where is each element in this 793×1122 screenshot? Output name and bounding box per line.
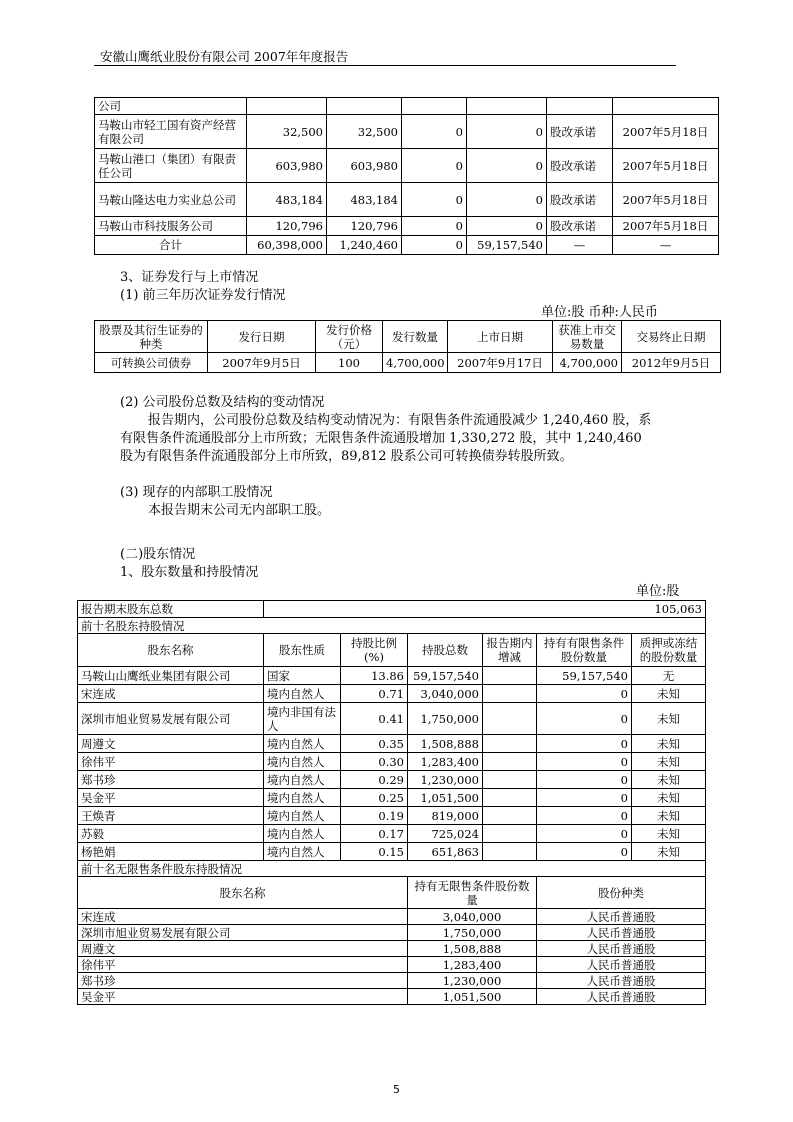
table-row: [78, 753, 706, 771]
table-cell: 王焕青: [78, 807, 264, 825]
table-cell: 徐伟平: [78, 957, 408, 973]
table-cell: 0: [537, 789, 632, 807]
table-cell: 120,796: [247, 217, 327, 236]
shareholders-table: [77, 600, 706, 1005]
table-cell: 1,750,000: [408, 925, 537, 941]
table-cell: 吴金平: [78, 989, 408, 1005]
table-cell: 1,750,000: [408, 703, 483, 735]
table-row: [95, 183, 719, 217]
table-row: [78, 771, 706, 789]
column-header: 持有有限售条件股份数量: [537, 634, 632, 667]
table-cell: 13.86: [341, 667, 408, 685]
table-cell: 0.30: [341, 753, 408, 771]
table-row: [78, 685, 706, 703]
table-header-row: [95, 321, 721, 353]
column-header: 持有无限售条件股份数量: [408, 877, 537, 909]
table-cell: 郑书珍: [78, 973, 408, 989]
table-cell: 0: [537, 735, 632, 753]
table-cell: 未知: [632, 807, 706, 825]
table-cell: 483,184: [247, 183, 327, 217]
column-header: 交易终止日期: [622, 321, 721, 353]
table-cell: [483, 735, 537, 753]
table-cell: 4,700,000: [383, 353, 448, 373]
table-cell: 股改承诺: [547, 115, 613, 149]
header-divider: [94, 65, 676, 66]
table-row: [78, 735, 706, 753]
table-cell: 杨艳娟: [78, 843, 264, 861]
table-cell: 0: [537, 685, 632, 703]
table-cell: 股改承诺: [547, 183, 613, 217]
table-cell: 0: [402, 183, 467, 217]
table-row: [78, 667, 706, 685]
table-cell: —: [547, 236, 613, 255]
table-cell: 人民币普通股: [537, 973, 706, 989]
section-label-row: [78, 618, 706, 634]
column-header: 发行日期: [208, 321, 316, 353]
table-cell: 深圳市旭业贸易发展有限公司: [78, 703, 264, 735]
table-cell: 股改承诺: [547, 149, 613, 183]
table-total-row: [95, 236, 719, 255]
table-header-row: [78, 634, 706, 667]
table-cell: 603,980: [327, 149, 402, 183]
column-header: 上市日期: [448, 321, 553, 353]
table-cell: 603,980: [247, 149, 327, 183]
table-row: [95, 115, 719, 149]
table-cell: 未知: [632, 789, 706, 807]
table-cell: 120,796: [327, 217, 402, 236]
table-cell: 深圳市旭业贸易发展有限公司: [78, 925, 408, 941]
table-cell: 未知: [632, 685, 706, 703]
table-cell: 0: [402, 115, 467, 149]
table-row: [78, 941, 706, 957]
table-cell: [547, 98, 613, 115]
column-header: 持股总数: [408, 634, 483, 667]
table-cell: 人民币普通股: [537, 989, 706, 1005]
table-cell: 725,024: [408, 825, 483, 843]
table-cell: 0: [537, 771, 632, 789]
table-cell: 国家: [264, 667, 341, 685]
table-cell: 0: [467, 217, 547, 236]
table-cell: 1,508,888: [408, 941, 537, 957]
table-cell: 未知: [632, 753, 706, 771]
securities-issuance-table: [94, 320, 721, 373]
table-cell: 59,157,540: [408, 667, 483, 685]
table-row: [95, 353, 721, 373]
table-cell: 100: [316, 353, 383, 373]
table-cell: 0: [467, 149, 547, 183]
table-cell: 股改承诺: [547, 217, 613, 236]
table-cell: 2007年9月5日: [208, 353, 316, 373]
table-cell: 境内自然人: [264, 685, 341, 703]
table-cell: 周遵文: [78, 735, 264, 753]
table-cell: 1,283,400: [408, 957, 537, 973]
section-3-unit-label: 单位:股 币种:人民币: [541, 305, 658, 320]
table-cell: 483,184: [327, 183, 402, 217]
table-cell: 0.17: [341, 825, 408, 843]
table-cell: 4,700,000: [553, 353, 622, 373]
table-cell: 未知: [632, 843, 706, 861]
table-cell: 0.15: [341, 843, 408, 861]
table-cell: 819,000: [408, 807, 483, 825]
table-cell: 未知: [632, 771, 706, 789]
table-cell: 宋连成: [78, 685, 264, 703]
table-cell: 59,157,540: [467, 236, 547, 255]
table-row: [95, 98, 719, 115]
restricted-shares-table: [94, 97, 719, 255]
table-cell: 59,157,540: [537, 667, 632, 685]
table-cell: 未知: [632, 703, 706, 735]
table-cell: [483, 685, 537, 703]
table-cell: 60,398,000: [247, 236, 327, 255]
table-cell: 32,500: [247, 115, 327, 149]
table-cell: [483, 807, 537, 825]
page-number: 5: [393, 1083, 400, 1096]
table-cell: 可转换公司债券: [95, 353, 208, 373]
table-cell: 境内自然人: [264, 807, 341, 825]
paragraph-line: 报告期内，公司股份总数及结构变动情况为：有限售条件流通股减少 1,240,460 股，系: [148, 413, 652, 428]
section-label: 前十名无限售条件股东持股情况: [78, 861, 706, 877]
paragraph-line: 有限售条件流通股部分上市所致；无限售条件流通股增加 1,330,272 股，其中 1,240,460: [120, 431, 642, 446]
table-cell: 苏毅: [78, 825, 264, 843]
table-cell: 0: [537, 807, 632, 825]
table-cell: 境内非国有法人: [264, 703, 341, 735]
table-cell: 徐伟平: [78, 753, 264, 771]
table-cell: 0.41: [341, 703, 408, 735]
section-3-3-title: (3) 现存的内部职工股情况: [120, 485, 273, 500]
table-cell: 0.25: [341, 789, 408, 807]
section-label-row: [78, 861, 706, 877]
table-cell: 0.71: [341, 685, 408, 703]
table-cell: [483, 753, 537, 771]
table-cell: 吴金平: [78, 789, 264, 807]
table-cell: 0: [537, 703, 632, 735]
shareholders-subsection-title: 1、股东数量和持股情况: [120, 565, 259, 580]
table-cell: 境内自然人: [264, 789, 341, 807]
table-cell: 公司: [95, 98, 247, 115]
table-cell: 1,051,500: [408, 989, 537, 1005]
table-cell: 未知: [632, 735, 706, 753]
table-cell: [483, 703, 537, 735]
table-row: [78, 843, 706, 861]
table-cell: 人民币普通股: [537, 909, 706, 925]
table-cell: 1,051,500: [408, 789, 483, 807]
table-cell: 0: [467, 115, 547, 149]
table-cell: [483, 771, 537, 789]
table-cell: 境内自然人: [264, 771, 341, 789]
table-row: [78, 989, 706, 1005]
table-cell: 0: [537, 843, 632, 861]
table-cell: [613, 98, 719, 115]
shareholders-unit-label: 单位:股: [636, 584, 680, 599]
table-cell: 0: [402, 236, 467, 255]
table-cell: 马鞍山隆达电力实业总公司: [95, 183, 247, 217]
table-cell: 无: [632, 667, 706, 685]
table-cell: [327, 98, 402, 115]
table-cell: 0: [467, 183, 547, 217]
table-cell: 人民币普通股: [537, 941, 706, 957]
table-cell: 未知: [632, 825, 706, 843]
table-cell: 2012年9月5日: [622, 353, 721, 373]
paragraph-line: 股为有限售条件流通股部分上市所致，89,812 股系公司可转换债券转股所致。: [120, 449, 573, 464]
column-header: 发行数量: [383, 321, 448, 353]
table-cell: [483, 789, 537, 807]
table-cell: 人民币普通股: [537, 957, 706, 973]
table-cell: 合计: [95, 236, 247, 255]
table-cell: 郑书珍: [78, 771, 264, 789]
table-row: [78, 789, 706, 807]
table-cell: 1,283,400: [408, 753, 483, 771]
table-row: [78, 957, 706, 973]
table-cell: 2007年9月17日: [448, 353, 553, 373]
table-row: [78, 925, 706, 941]
column-header: 股份种类: [537, 877, 706, 909]
table-cell: 32,500: [327, 115, 402, 149]
column-header: 股票及其衍生证券的种类: [95, 321, 208, 353]
section-label: 前十名股东持股情况: [78, 618, 706, 634]
table-cell: 0.29: [341, 771, 408, 789]
table-cell: [467, 98, 547, 115]
paragraph-line: 本报告期末公司无内部职工股。: [148, 503, 331, 518]
table-cell: [402, 98, 467, 115]
table-cell: 0.19: [341, 807, 408, 825]
table-cell: 人民币普通股: [537, 925, 706, 941]
total-value: 105,063: [264, 601, 706, 618]
table-cell: 0.35: [341, 735, 408, 753]
table-cell: 宋连成: [78, 909, 408, 925]
table-cell: 1,508,888: [408, 735, 483, 753]
column-header: 持股比例(%): [341, 634, 408, 667]
table-cell: 3,040,000: [408, 685, 483, 703]
table-row: [78, 973, 706, 989]
table-row: [78, 825, 706, 843]
shareholders-section-title: (二)股东情况: [120, 547, 196, 562]
table-cell: 境内自然人: [264, 825, 341, 843]
table-cell: 1,230,000: [408, 771, 483, 789]
table-row: [78, 703, 706, 735]
table-row: [78, 909, 706, 925]
column-header: 报告期内增减: [483, 634, 537, 667]
table-cell: [483, 667, 537, 685]
table-row: [95, 217, 719, 236]
table-cell: 0: [402, 217, 467, 236]
shareholder-total-row: [78, 601, 706, 618]
table-row: [95, 149, 719, 183]
table-row: [78, 807, 706, 825]
table-cell: [483, 825, 537, 843]
table-cell: 境内自然人: [264, 753, 341, 771]
table-cell: 马鞍山市轻工国有资产经营有限公司: [95, 115, 247, 149]
section-3-2-title: (2) 公司股份总数及结构的变动情况: [120, 395, 325, 410]
section-3-title: 3、证券发行与上市情况: [120, 270, 259, 285]
table-cell: 马鞍山山鹰纸业集团有限公司: [78, 667, 264, 685]
table-cell: 0: [402, 149, 467, 183]
table-cell: 1,240,460: [327, 236, 402, 255]
column-header: 股东性质: [264, 634, 341, 667]
table-header-row: [78, 877, 706, 909]
table-cell: —: [613, 236, 719, 255]
table-cell: 境内自然人: [264, 735, 341, 753]
table-cell: 651,863: [408, 843, 483, 861]
column-header: 股东名称: [78, 634, 264, 667]
column-header: 获准上市交易数量: [553, 321, 622, 353]
table-cell: 0: [537, 825, 632, 843]
table-cell: 境内自然人: [264, 843, 341, 861]
report-header-title: 安徽山鹰纸业股份有限公司 2007年年度报告: [100, 49, 349, 64]
table-cell: 周遵文: [78, 941, 408, 957]
table-cell: 马鞍山港口（集团）有限责任公司: [95, 149, 247, 183]
table-cell: 2007年5月18日: [613, 217, 719, 236]
table-cell: [247, 98, 327, 115]
column-header: 发行价格（元）: [316, 321, 383, 353]
column-header: 质押或冻结的股份数量: [632, 634, 706, 667]
column-header: 股东名称: [78, 877, 408, 909]
section-3-1-title: (1) 前三年历次证券发行情况: [120, 288, 286, 303]
table-cell: 2007年5月18日: [613, 183, 719, 217]
table-cell: 2007年5月18日: [613, 115, 719, 149]
table-cell: 2007年5月18日: [613, 149, 719, 183]
table-cell: 1,230,000: [408, 973, 537, 989]
total-label: 报告期末股东总数: [78, 601, 264, 618]
table-cell: 0: [537, 753, 632, 771]
table-cell: [483, 843, 537, 861]
table-cell: 马鞍山市科技服务公司: [95, 217, 247, 236]
table-cell: 3,040,000: [408, 909, 537, 925]
